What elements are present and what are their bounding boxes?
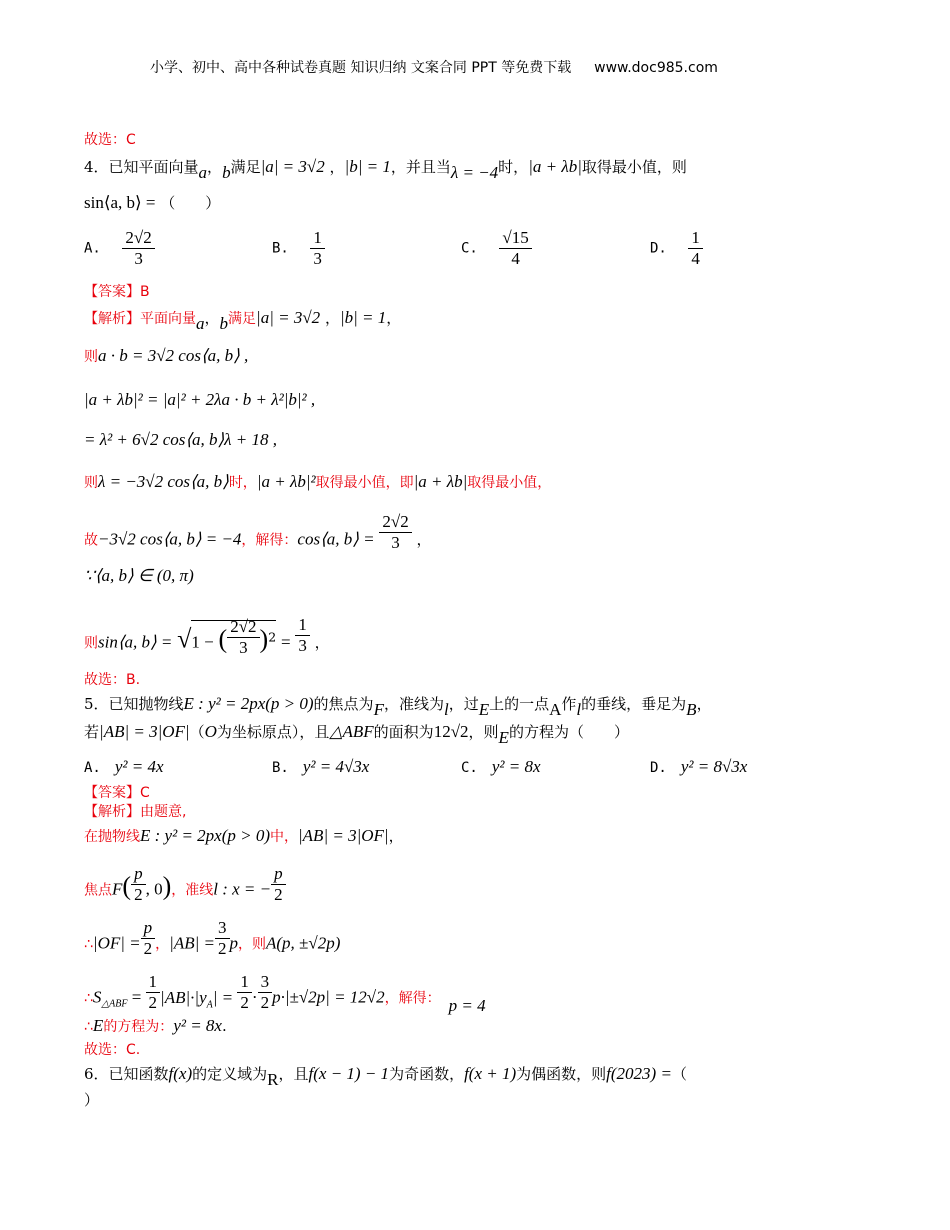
q6-stem-text: 为偶函数，则 bbox=[516, 1065, 607, 1083]
math-expr: p = 4 bbox=[448, 995, 486, 1015]
q4-analysis-line1: 【解析】平面向量a，b满足|a| = 3√2 ，|b| = 1， bbox=[84, 308, 402, 333]
q6-stem-text: ，且 bbox=[278, 1065, 309, 1083]
q5-analysis-line1: 在抛物线E : y² = 2px(p > 0)中，|AB| = 3|OF|， bbox=[84, 826, 404, 845]
math-expr: cos⟨a, b⟩ = bbox=[297, 529, 375, 549]
option-fraction: $\frac{2√2}{3}$ bbox=[122, 228, 154, 269]
q6-stem-line2: ） bbox=[84, 1091, 100, 1109]
q5-stem-text: 若 bbox=[84, 723, 100, 741]
analysis-text: ，解得： bbox=[241, 532, 298, 549]
analysis-text: 则 bbox=[84, 475, 98, 491]
analysis-text: 焦点 bbox=[84, 882, 112, 899]
q5-stem-line2: 若|AB| = 3|OF|（O为坐标原点），且△ABF的面积为12√2，则E的方程为（ ） bbox=[84, 722, 629, 747]
q4-analysis-line5 bbox=[84, 472, 551, 493]
q4-stem-text: 4．已知平面向量 bbox=[84, 158, 199, 176]
q4-stem-text: 取得最小值，则 bbox=[581, 158, 687, 176]
analysis-text: 取得最小值， bbox=[467, 475, 552, 491]
header-banner bbox=[150, 58, 718, 78]
header-site-link[interactable]: www.doc985.com bbox=[594, 60, 718, 76]
math-expr: R bbox=[267, 1070, 279, 1089]
math-expr: |a + λb|² = |a|² + 2λa · b + λ²|b|² , bbox=[84, 390, 316, 409]
q5-stem-text: 的方程为（ ） bbox=[508, 723, 629, 741]
q5-analysis-line4: $\therefore S_{\triangle ABF}$ = $\frac{1}{2}$ $|AB|\cdot|y_A|$ = $\frac{1}{2}$ · $\frac{3}{2}$ p·|±√2p| = 12√2，解得： p = 4 bbox=[84, 972, 486, 1015]
math-expr: y² = 8x bbox=[173, 1016, 222, 1035]
math-expr: sin⟨a, b⟩ = bbox=[98, 632, 173, 652]
fraction: $\frac{1}{3}$ bbox=[295, 615, 310, 656]
math-expr: f(x − 1) − 1 bbox=[308, 1064, 390, 1083]
option-text: y² = 4√3x bbox=[302, 757, 370, 776]
q4-option-d[interactable] bbox=[650, 228, 703, 269]
q4-abs-a: |a| = 3√2 bbox=[260, 157, 325, 176]
option-fraction: $\frac{√15}{4}$ bbox=[499, 228, 531, 269]
q6-stem-text: 为奇函数， bbox=[389, 1065, 465, 1083]
q5-option-d[interactable] bbox=[650, 757, 747, 777]
q4-final-choice: 故选：B. bbox=[84, 672, 141, 688]
q5-analysis-line3: ∴|OF| = $\frac{p}{2}$ ，|AB| = $\frac{3}{2}$ p，则A(p, ±√2p) bbox=[84, 918, 341, 958]
equals: = bbox=[280, 632, 291, 652]
analysis-text: 则 bbox=[84, 349, 98, 365]
q5-stem-text: ，过 bbox=[448, 695, 479, 713]
q6-stem-line1 bbox=[84, 1064, 687, 1089]
math-expr: λ = −3√2 cos⟨a, b⟩ bbox=[98, 472, 229, 491]
analysis-text: 中， bbox=[270, 829, 298, 845]
q4-analysis-line6: 故−3√2 cos⟨a, b⟩ = −4，解得：cos⟨a, b⟩ = $\frac{2√2}{3}$ ， bbox=[84, 512, 432, 552]
q4-stem-text: 满足 bbox=[230, 158, 261, 176]
q5-analysis-line5: ∴E的方程为：y² = 8x. bbox=[84, 1016, 227, 1035]
q4-abs-a: |a| = 3√2 bbox=[256, 308, 321, 327]
q4-stem-text: ，并且当 bbox=[390, 158, 451, 176]
q4-analysis-line8: 则sin⟨a, b⟩ = √1 − ( $\frac{2√2}{3}$ )$^2$ = $\frac{1}{3}$ ， bbox=[84, 620, 330, 664]
q4-expr: |a + λb| bbox=[528, 157, 582, 176]
math-expr: E bbox=[92, 1016, 104, 1035]
analysis-tag: 【解析】 bbox=[84, 804, 140, 820]
therefore-symbol: ∴ bbox=[84, 990, 93, 1007]
q4-analysis-line7 bbox=[84, 566, 194, 586]
math-expr: f(x + 1) bbox=[464, 1064, 517, 1083]
fraction: $\frac{2√2}{3}$ bbox=[379, 512, 411, 553]
q5-analysis-line2: 焦点F( $\frac{p}{2}$ , 0)，准线l : x = − $\frac{p}{2}$ bbox=[84, 870, 286, 911]
math-expr: E : y² = 2px(p > 0) bbox=[140, 826, 270, 845]
option-label: B. bbox=[272, 240, 289, 257]
q5-answer: 【答案】C bbox=[84, 785, 150, 801]
option-label: C. bbox=[461, 240, 478, 257]
q5-final-choice: 故选：C. bbox=[84, 1042, 141, 1058]
q6-stem-text: （ bbox=[671, 1065, 687, 1083]
q5-option-a[interactable] bbox=[84, 757, 164, 777]
therefore-symbol: ∴ bbox=[84, 1019, 93, 1035]
analysis-text: 时， bbox=[228, 475, 257, 491]
math-expr: E : y² = 2px(p > 0) bbox=[183, 694, 314, 713]
option-label: A. bbox=[84, 240, 101, 257]
analysis-text: ，解得： bbox=[384, 990, 441, 1007]
math-expr: = λ² + 6√2 cos⟨a, b⟩λ + 18 , bbox=[84, 430, 277, 449]
q4-abs-b: |b| = 1 bbox=[344, 157, 391, 176]
option-text: y² = 8√3x bbox=[680, 757, 748, 776]
q5-stem-text: 5．已知抛物线 bbox=[84, 695, 184, 713]
therefore-symbol: ∴ bbox=[84, 936, 93, 953]
q5-stem-text: 上的一点 bbox=[489, 695, 550, 713]
q4-stem-line2 bbox=[84, 193, 220, 213]
q5-stem-text: （ bbox=[189, 723, 205, 741]
analysis-text: 则 bbox=[84, 635, 98, 652]
option-label: B. bbox=[272, 760, 289, 776]
option-text: y² = 4x bbox=[114, 757, 164, 776]
option-label: C. bbox=[461, 760, 478, 776]
q5-stem-text: ，则 bbox=[468, 723, 499, 741]
q5-stem-text: ，准线为 bbox=[383, 695, 444, 713]
q3-final-choice: 故选：C bbox=[84, 132, 136, 148]
q5-stem-text: 的焦点为 bbox=[313, 695, 374, 713]
analysis-tag: 【解析】 bbox=[84, 311, 140, 327]
q4-option-a[interactable] bbox=[84, 228, 155, 269]
q4-sin-expr: sin⟨a, b⟩ = bbox=[84, 193, 156, 212]
q4-blank: （ ） bbox=[160, 194, 221, 212]
option-label: D. bbox=[650, 760, 667, 776]
q5-analysis-line0 bbox=[84, 802, 186, 822]
q6-stem-text: 的定义域为 bbox=[192, 1065, 268, 1083]
q4-analysis-line4 bbox=[84, 430, 277, 450]
q4-analysis-line3 bbox=[84, 390, 315, 410]
analysis-text: 满足 bbox=[228, 311, 257, 327]
q5-stem-text: 的垂线，垂足为 bbox=[581, 695, 687, 713]
q5-stem-text: 为坐标原点），且 bbox=[216, 723, 330, 741]
q6-stem-text: 6．已知函数 bbox=[84, 1065, 169, 1083]
option-label: D. bbox=[650, 240, 667, 257]
analysis-text: 在抛物线 bbox=[84, 829, 140, 845]
math-expr: |a + λb|² bbox=[256, 472, 316, 491]
q5-option-c[interactable] bbox=[461, 757, 541, 777]
q5-option-b[interactable] bbox=[272, 757, 369, 777]
option-label: A. bbox=[84, 760, 101, 776]
option-fraction: $\frac{1}{4}$ bbox=[688, 228, 703, 269]
math-expr: −3√2 cos⟨a, b⟩ = −4 bbox=[98, 529, 242, 549]
math-expr: a · b = 3√2 cos⟨a, b⟩ , bbox=[98, 346, 249, 365]
option-fraction: $\frac{1}{3}$ bbox=[310, 228, 325, 269]
analysis-text: 由题意, bbox=[140, 804, 187, 820]
math-expr: f(x) bbox=[168, 1064, 193, 1083]
header-text: 小学、初中、高中各种试卷真题 知识归纳 文案合同 PPT 等免费下载 bbox=[150, 60, 572, 76]
q5-stem-text: 作 bbox=[561, 695, 577, 713]
q4-stem-text: 时， bbox=[498, 158, 529, 176]
q4-option-b[interactable] bbox=[272, 228, 325, 269]
analysis-text: ，则 bbox=[238, 936, 266, 953]
analysis-text: 平面向量 bbox=[140, 311, 196, 327]
analysis-text: 取得最小值，即 bbox=[315, 475, 414, 491]
q4-option-c[interactable] bbox=[461, 228, 532, 269]
radical-body: 1 − ( $\frac{2√2}{3}$ )$^2$ bbox=[191, 620, 276, 664]
option-text: y² = 8x bbox=[491, 757, 541, 776]
q5-stem-line1: 5．已知抛物线E : y² = 2px(p > 0)的焦点为F，准线为l，过E上的一点A作l的垂线，垂足为B， bbox=[84, 694, 712, 719]
q4-lambda: λ = −4 bbox=[450, 163, 499, 182]
analysis-text: 的方程为： bbox=[103, 1019, 174, 1035]
math-expr: |AB| = 3|OF| bbox=[99, 722, 190, 741]
q4-abs-b: |b| = 1 bbox=[339, 308, 387, 327]
analysis-text: 故 bbox=[84, 532, 98, 549]
q4-stem-line1: 4．已知平面向量a，b满足|a| = 3√2 ，|b| = 1，并且当λ = −4时，|a + λb|取得最小值，则 bbox=[84, 157, 687, 182]
math-expr: |a + λb| bbox=[413, 472, 468, 491]
math-expr: ∵⟨a, b⟩ ∈ (0, π) bbox=[84, 566, 194, 585]
math-expr: 12√2 bbox=[433, 722, 469, 741]
math-expr: f(2023) = bbox=[606, 1064, 672, 1083]
analysis-text: ，准线 bbox=[171, 882, 214, 899]
analysis-text: ， bbox=[155, 936, 170, 953]
q4-answer: 【答案】B bbox=[84, 284, 150, 300]
q4-analysis-line2 bbox=[84, 346, 248, 367]
math-expr: |AB| = 3|OF| bbox=[298, 826, 389, 845]
q5-stem-text: 的面积为 bbox=[373, 723, 434, 741]
